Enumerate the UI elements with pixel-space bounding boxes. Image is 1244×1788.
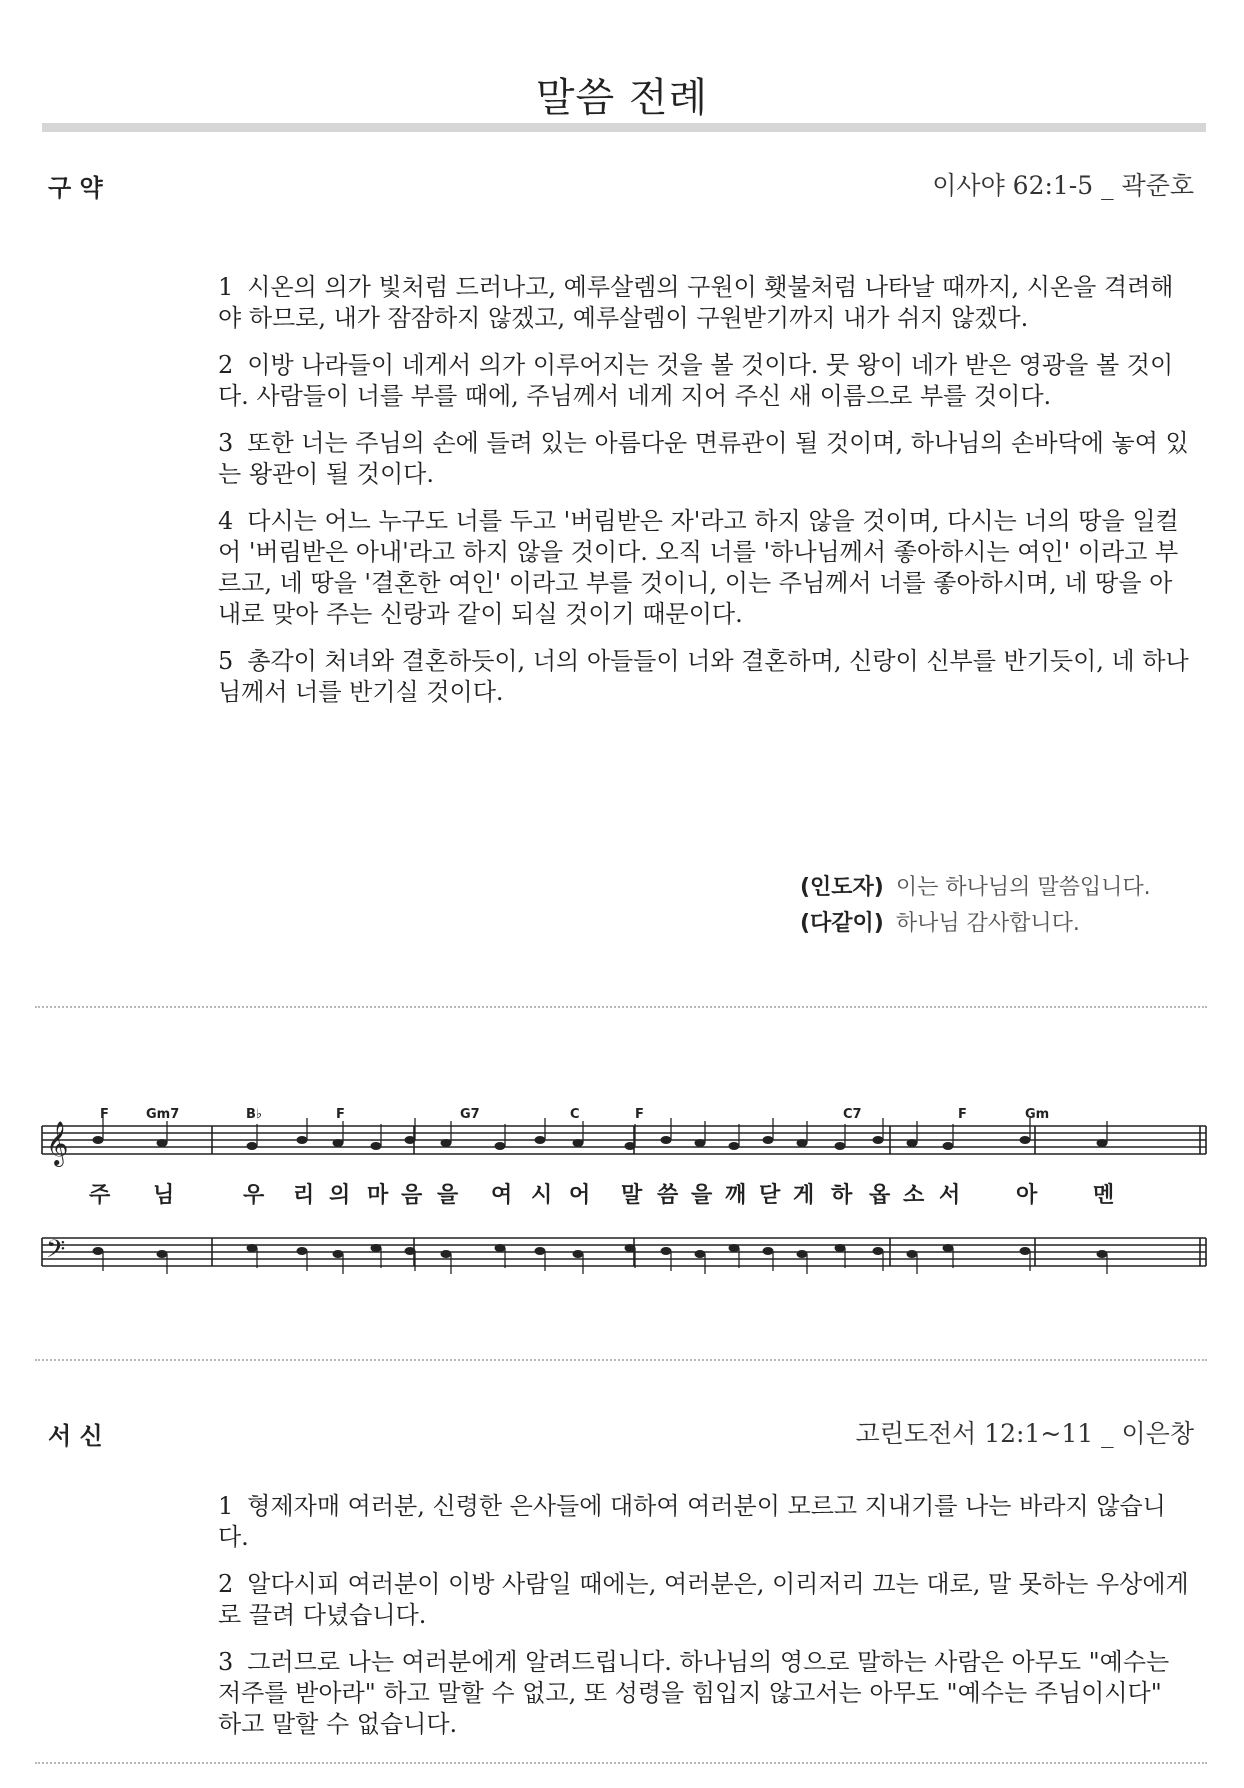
bass-note: [1097, 1250, 1108, 1258]
lyric-syllable: 의: [329, 1183, 351, 1208]
treble-note: [943, 1142, 954, 1150]
chord-label: B♭: [246, 1107, 263, 1122]
bass-note: [247, 1244, 258, 1252]
treble-note: [873, 1136, 884, 1144]
verse: [218, 1647, 1190, 1740]
verse-number: 5: [218, 647, 234, 675]
bass-clef: 𝄢: [46, 1235, 66, 1270]
chord-label: G7: [460, 1107, 480, 1122]
treble-note: [1020, 1136, 1031, 1144]
verse-text: 알다시피 여러분이 이방 사람일 때에는, 여러분은, 이리저리 끄는 대로, 말 못하는 우상에게로 끌려 다녔습니다.: [218, 1570, 1189, 1629]
lyric-syllable: 우: [243, 1183, 265, 1208]
treble-clef: 𝄞: [46, 1121, 69, 1165]
treble-note: [695, 1139, 706, 1147]
treble-note: [907, 1139, 918, 1147]
old-testament-reference: 이사야 62:1-5 _ 곽준호: [932, 171, 1194, 200]
bass-note: [441, 1250, 452, 1258]
lyric-syllable: 어: [569, 1183, 591, 1208]
treble-note: [441, 1139, 452, 1147]
response-text: 이는 하나님의 말씀입니다.: [895, 875, 1151, 900]
lyric-syllable: 음: [401, 1183, 423, 1208]
hymn-score: [40, 1106, 1210, 1296]
bass-note: [943, 1244, 954, 1252]
chord-label: F: [336, 1107, 345, 1122]
response-role: (다같이): [800, 911, 884, 936]
treble-note: [763, 1136, 774, 1144]
bass-note: [763, 1247, 774, 1255]
bass-note: [907, 1250, 918, 1258]
bass-note: [93, 1247, 104, 1255]
chord-label: Gm7: [146, 1107, 180, 1122]
verse-text: 다시는 어느 누구도 너를 두고 '버림받은 자'라고 하지 않을 것이며, 다시는 너의 땅을 일컬어 '버림받은 아내'라고 하지 않을 것이다. 오직 너를 '하나님께서 좋아하시는 여인' 이라고 부르고, 네 땅을 '결혼한 여인' 이라고 부를 것이니, 이는 주님께서 너를 좋아하시며, 네 땅을 아내로 맞아 주는 신랑과 같이 되실 것이기 때문이다.: [218, 507, 1179, 628]
lyric-syllable: 씀: [657, 1183, 679, 1208]
lyric-syllable: 하: [831, 1183, 853, 1208]
lyric-syllable: 멘: [1093, 1183, 1115, 1208]
chord-label: C7: [843, 1107, 862, 1122]
treble-note: [371, 1142, 382, 1150]
treble-note: [535, 1136, 546, 1144]
verse-text: 형제자매 여러분, 신령한 은사들에 대하여 여러분이 모르고 지내기를 나는 바라지 않습니다.: [218, 1492, 1166, 1551]
verse-number: 3: [218, 429, 234, 457]
response-leader: [800, 870, 1151, 906]
lyric-syllable: 님: [153, 1183, 175, 1208]
lyric-syllable: 리: [293, 1183, 315, 1208]
bass-note: [873, 1247, 884, 1255]
lyric-syllable: 을: [691, 1183, 713, 1208]
bass-note: [1020, 1247, 1031, 1255]
bass-note: [835, 1244, 846, 1252]
bass-note: [405, 1247, 416, 1255]
chord-label: F: [958, 1107, 967, 1122]
bass-note: [371, 1244, 382, 1252]
dotted-divider: [35, 1006, 1207, 1008]
treble-note: [247, 1142, 258, 1150]
lyric-syllable: 서: [939, 1183, 961, 1208]
treble-note: [797, 1139, 808, 1147]
lyric-syllable: 깨: [725, 1183, 747, 1208]
treble-note: [297, 1136, 308, 1144]
treble-note: [405, 1136, 416, 1144]
treble-note: [1097, 1139, 1108, 1147]
lyric-syllable: 을: [437, 1183, 459, 1208]
bass-note: [495, 1244, 506, 1252]
treble-note: [661, 1136, 672, 1144]
treble-note: [573, 1139, 584, 1147]
bass-note: [157, 1250, 168, 1258]
bass-note: [797, 1250, 808, 1258]
lyric-syllable: 여: [491, 1183, 513, 1208]
epistle-label: 서 신: [48, 1422, 103, 1450]
bass-note: [729, 1244, 740, 1252]
bass-note: [573, 1250, 584, 1258]
treble-note: [835, 1142, 846, 1150]
bass-note: [695, 1250, 706, 1258]
verse-number: 4: [218, 507, 234, 535]
page-title: 말씀 전례: [535, 75, 709, 121]
verse: [218, 428, 1190, 490]
lyric-syllable: 소: [903, 1183, 925, 1208]
lyric-syllable: 게: [793, 1183, 815, 1208]
verse: [218, 350, 1190, 412]
verse: [218, 1491, 1190, 1553]
verse-text: 또한 너는 주님의 손에 들려 있는 아름다운 면류관이 될 것이며, 하나님의 손바닥에 놓여 있는 왕관이 될 것이다.: [218, 429, 1189, 488]
chord-label: F: [635, 1107, 644, 1122]
old-testament-label: 구 약: [48, 174, 103, 202]
verse-text: 이방 나라들이 네게서 의가 이루어지는 것을 볼 것이다. 뭇 왕이 네가 받은 영광을 볼 것이다. 사람들이 너를 부를 때에, 주님께서 네게 지어 주신 새 이름으로 부를 것이다.: [218, 351, 1174, 410]
verse: [218, 272, 1190, 334]
verse-text: 그러므로 나는 여러분에게 알려드립니다. 하나님의 영으로 말하는 사람은 아무도 "예수는 저주를 받아라" 하고 말할 수 없고, 또 성령을 힘입지 않고서는 아무도 "예수는 주님이시다" 하고 말할 수 없습니다.: [218, 1648, 1170, 1738]
dotted-divider: [35, 1762, 1207, 1764]
lyric-syllable: 마: [367, 1183, 389, 1208]
treble-note: [729, 1142, 740, 1150]
treble-note: [157, 1139, 168, 1147]
verse-number: 1: [218, 1492, 234, 1520]
bass-note: [333, 1250, 344, 1258]
verse: [218, 1569, 1190, 1631]
response-all: [800, 906, 1080, 942]
bass-note: [535, 1247, 546, 1255]
bass-note: [661, 1247, 672, 1255]
title-divider: [42, 123, 1206, 132]
treble-note: [93, 1136, 104, 1144]
lyric-syllable: 닫: [759, 1183, 781, 1208]
verse: [218, 506, 1190, 630]
treble-note: [333, 1139, 344, 1147]
verse-number: 1: [218, 273, 234, 301]
verse-text: 총각이 처녀와 결혼하듯이, 너의 아들들이 너와 결혼하며, 신랑이 신부를 반기듯이, 네 하나님께서 너를 반기실 것이다.: [218, 647, 1189, 706]
chord-label: F: [100, 1107, 109, 1122]
treble-note: [625, 1142, 636, 1150]
lyric-syllable: 말: [621, 1183, 643, 1208]
old-testament-verses: [218, 272, 1190, 724]
lyric-syllable: 시: [531, 1183, 553, 1208]
bass-note: [625, 1244, 636, 1252]
chord-label: Gm: [1025, 1107, 1050, 1122]
verse-number: 2: [218, 1570, 234, 1598]
lyric-syllable: 옵: [869, 1183, 891, 1208]
dotted-divider: [35, 1359, 1207, 1361]
epistle-reference: 고린도전서 12:1~11 _ 이은창: [855, 1419, 1194, 1448]
lyric-syllable: 주: [89, 1183, 111, 1208]
chord-label: C: [570, 1107, 580, 1122]
epistle-verses: [218, 1491, 1190, 1756]
response-role: (인도자): [800, 875, 884, 900]
lyric-syllable: 아: [1016, 1183, 1038, 1208]
response-text: 하나님 감사합니다.: [895, 911, 1080, 936]
verse: [218, 646, 1190, 708]
treble-note: [495, 1142, 506, 1150]
verse-text: 시온의 의가 빛처럼 드러나고, 예루살렘의 구원이 횃불처럼 나타날 때까지, 시온을 격려해야 하므로, 내가 잠잠하지 않겠고, 예루살렘이 구원받기까지 내가 쉬지 않겠다.: [218, 273, 1174, 332]
bass-note: [297, 1247, 308, 1255]
verse-number: 3: [218, 1648, 234, 1676]
verse-number: 2: [218, 351, 234, 379]
